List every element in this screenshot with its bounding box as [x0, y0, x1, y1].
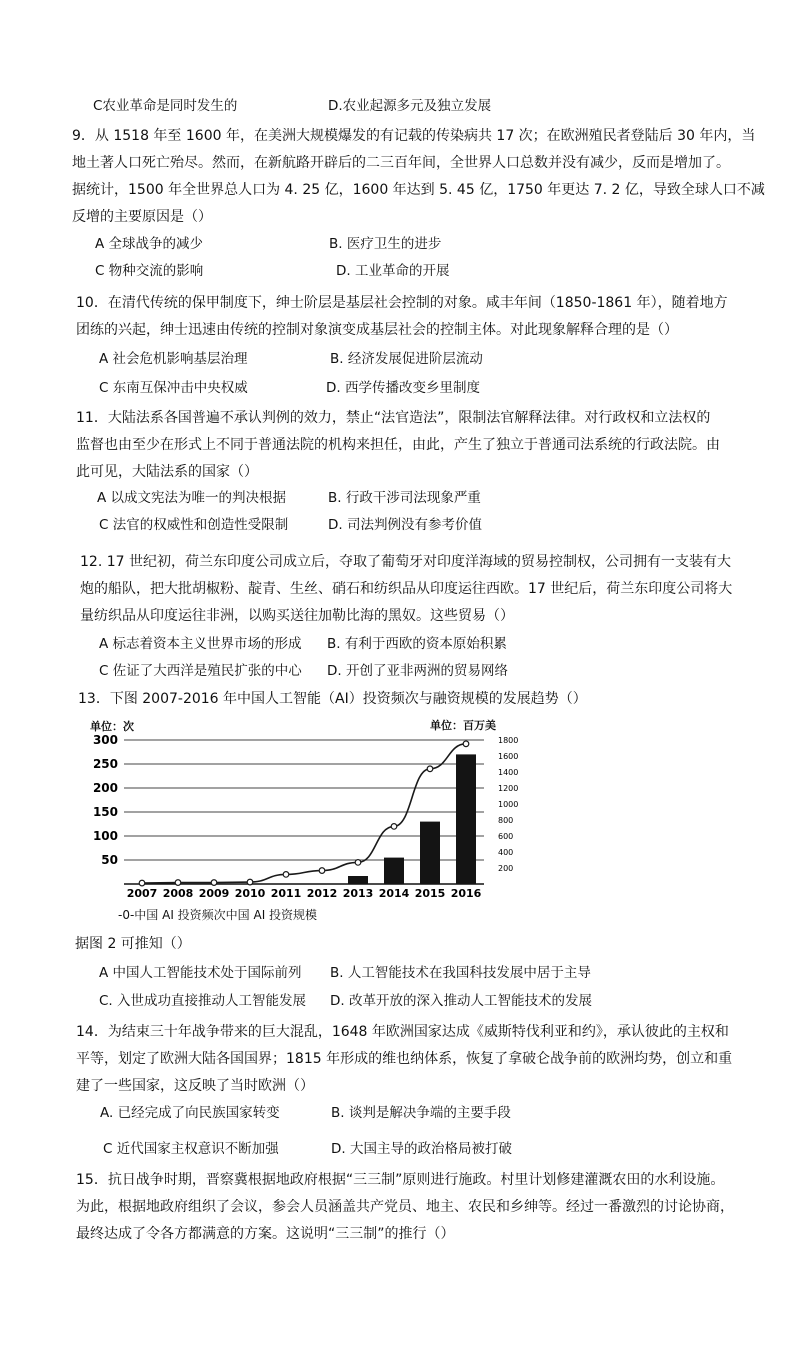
x-tick-label: 2012	[306, 887, 338, 900]
bar-2014	[384, 858, 404, 884]
q11-option-a: A 以成文宪法为唯一的判决根据	[97, 490, 287, 506]
q12-line-3: 量纺织品从印度运往非洲，以购买送往加勒比海的黑奴。这些贸易（）	[80, 608, 514, 624]
q11-option-b: B. 行政干涉司法现象严重	[328, 490, 481, 506]
q10-line-2: 团练的兴起，绅士迅速由传统的控制对象演变成基层社会的控制主体。对此现象解释合理的是（）	[76, 322, 678, 338]
y-left-tick-label: 250	[92, 757, 118, 771]
q14-line-2: 平等，划定了欧洲大陆各国国界；1815 年形成的维也纳体系，恢复了拿破仑战争前的欧洲均势，创立和重	[76, 1051, 733, 1067]
q8-option-d: D.农业起源多元及独立发展	[328, 98, 492, 114]
q9-option-b: B. 医疗卫生的进步	[329, 236, 442, 252]
line-point-2016	[463, 741, 469, 747]
q9-option-c: C 物种交流的影响	[95, 263, 204, 279]
x-tick-label: 2009	[198, 887, 230, 900]
y-right-tick-label: 600	[498, 832, 514, 841]
q13-option-d: D. 改革开放的深入推动人工智能技术的发展	[330, 993, 592, 1009]
x-tick-label: 2015	[414, 887, 446, 900]
y-left-tick-label: 100	[92, 829, 118, 843]
series-line	[142, 744, 466, 883]
y-left-tick-label: 300	[92, 733, 118, 747]
y-right-tick-label: 400	[498, 848, 514, 857]
q10-option-d: D. 西学传播改变乡里制度	[326, 380, 480, 396]
q13-option-a: A 中国人工智能技术处于国际前列	[99, 965, 302, 981]
y-right-tick-label: 200	[498, 864, 514, 873]
line-point-2015	[427, 766, 433, 772]
x-tick-label: 2007	[126, 887, 158, 900]
x-tick-label: 2016	[450, 887, 482, 900]
q8-option-c: C农业革命是同时发生的	[93, 98, 238, 114]
q14-line-1: 14．为结束三十年战争带来的巨大混乱，1648 年欧洲国家达成《威斯特伐利亚和约》，承认彼此的主权和	[76, 1024, 729, 1040]
q14-option-c: C 近代国家主权意识不断加强	[103, 1141, 279, 1157]
q9-option-a: A 全球战争的减少	[95, 236, 204, 252]
q13-question: 据图 2 可推知（）	[75, 936, 191, 952]
q11-option-d: D. 司法判例没有参考价值	[328, 517, 482, 533]
x-tick-label: 2008	[162, 887, 194, 900]
q15-line-1: 15．抗日战争时期，晋察冀根据地政府根据“三三制”原则进行施政。村里计划修建灌溉农田的水利设施。	[76, 1172, 725, 1188]
q12-line-1: 12. 17 世纪初，荷兰东印度公司成立后，夺取了葡萄牙对印度洋海域的贸易控制权，公司拥有一支装有大	[80, 554, 731, 570]
chart-unit-left: 单位：次	[90, 720, 134, 733]
q13-option-c: C. 入世成功直接推动人工智能发展	[99, 993, 307, 1009]
line-point-2008	[175, 880, 181, 886]
q14-option-b: B. 谈判是解决争端的主要手段	[331, 1105, 511, 1121]
y-left-tick-label: 200	[92, 781, 118, 795]
q12-line-2: 炮的船队，把大批胡椒粉、靛青、生丝、硝石和纺织品从印度运往西欧。17 世纪后，荷兰东印度公司将大	[80, 581, 733, 597]
x-tick-label: 2014	[378, 887, 410, 900]
line-point-2013	[355, 860, 361, 866]
q10-line-1: 10．在清代传统的保甲制度下，绅士阶层是基层社会控制的对象。咸丰年间（1850-1861 年），随着地方	[76, 295, 728, 311]
y-left-tick-label: 50	[101, 853, 118, 867]
q12-option-d: D. 开创了亚非两洲的贸易网络	[327, 663, 508, 679]
q14-option-d: D. 大国主导的政治格局被打破	[331, 1141, 512, 1157]
q9-line-1: 9．从 1518 年至 1600 年，在美洲大规模爆发的有记载的传染病共 17 次；在欧洲殖民者登陆后 30 年内，当	[72, 128, 756, 144]
q12-option-a: A 标志着资本主义世界市场的形成	[99, 636, 302, 652]
line-point-2009	[211, 880, 217, 886]
y-right-tick-label: 1800	[498, 736, 519, 745]
chart-legend: -0-中国 AI 投资频次中国 AI 投资规模	[118, 908, 318, 922]
q14-line-3: 建了一些国家，这反映了当时欧洲（）	[76, 1078, 314, 1094]
line-point-2012	[319, 868, 325, 874]
q11-line-1: 11．大陆法系各国普遍不承认判例的效力，禁止“法官造法”，限制法官解释法律。对行政权和立法权的	[76, 410, 711, 426]
q10-option-b: B. 经济发展促进阶层流动	[330, 351, 483, 367]
line-point-2010	[247, 879, 253, 885]
q12-option-b: B. 有利于西欧的资本原始积累	[327, 636, 507, 652]
chart-unit-right: 单位：百万美	[430, 719, 496, 732]
y-right-tick-label: 1400	[498, 768, 519, 777]
q15-line-3: 最终达成了令各方都满意的方案。这说明“三三制”的推行（）	[76, 1226, 455, 1242]
chart-canvas	[84, 716, 524, 926]
q13-option-b: B. 人工智能技术在我国科技发展中居于主导	[330, 965, 591, 981]
y-right-tick-label: 1600	[498, 752, 519, 761]
q9-line-4: 反增的主要原因是（）	[72, 209, 212, 225]
ai-investment-chart	[84, 716, 524, 926]
q9-option-d: D. 工业革命的开展	[336, 263, 450, 279]
q11-option-c: C 法官的权威性和创造性受限制	[99, 517, 289, 533]
bar-2016	[456, 754, 476, 884]
bar-2013	[348, 876, 368, 884]
q10-option-a: A 社会危机影响基层治理	[99, 351, 248, 367]
q10-option-c: C 东南互保冲击中央权威	[99, 380, 248, 396]
x-tick-label: 2013	[342, 887, 374, 900]
q9-line-3: 据统计，1500 年全世界总人口为 4. 25 亿，1600 年达到 5. 45 亿，1750 年更达 7. 2 亿，导致全球人口不减	[72, 182, 765, 198]
x-tick-label: 2011	[270, 887, 302, 900]
line-point-2007	[139, 880, 145, 886]
x-tick-label: 2010	[234, 887, 266, 900]
q15-line-2: 为此，根据地政府组织了会议，参会人员涵盖共产党员、地主、农民和乡绅等。经过一番激烈的讨论协商，	[76, 1199, 734, 1215]
line-point-2014	[391, 824, 397, 830]
y-right-tick-label: 1200	[498, 784, 519, 793]
q9-line-2: 地土著人口死亡殆尽。然而，在新航路开辟后的二三百年间，全世界人口总数并没有减少，反而是增加了。	[72, 155, 730, 171]
q11-line-3: 此可见，大陆法系的国家（）	[76, 464, 258, 480]
q14-option-a: A. 已经完成了向民族国家转变	[100, 1105, 280, 1121]
q12-option-c: C 佐证了大西洋是殖民扩张的中心	[99, 663, 302, 679]
y-right-tick-label: 800	[498, 816, 514, 825]
bar-2015	[420, 822, 440, 884]
q11-line-2: 监督也由至少在形式上不同于普通法院的机构来担任，由此，产生了独立于普通司法系统的行政法院。由	[76, 437, 720, 453]
y-right-tick-label: 1000	[498, 800, 519, 809]
line-point-2011	[283, 872, 289, 878]
y-left-tick-label: 150	[92, 805, 118, 819]
q13-line-1: 13．下图 2007-2016 年中国人工智能（AI）投资频次与融资规模的发展趋势（）	[78, 691, 587, 707]
